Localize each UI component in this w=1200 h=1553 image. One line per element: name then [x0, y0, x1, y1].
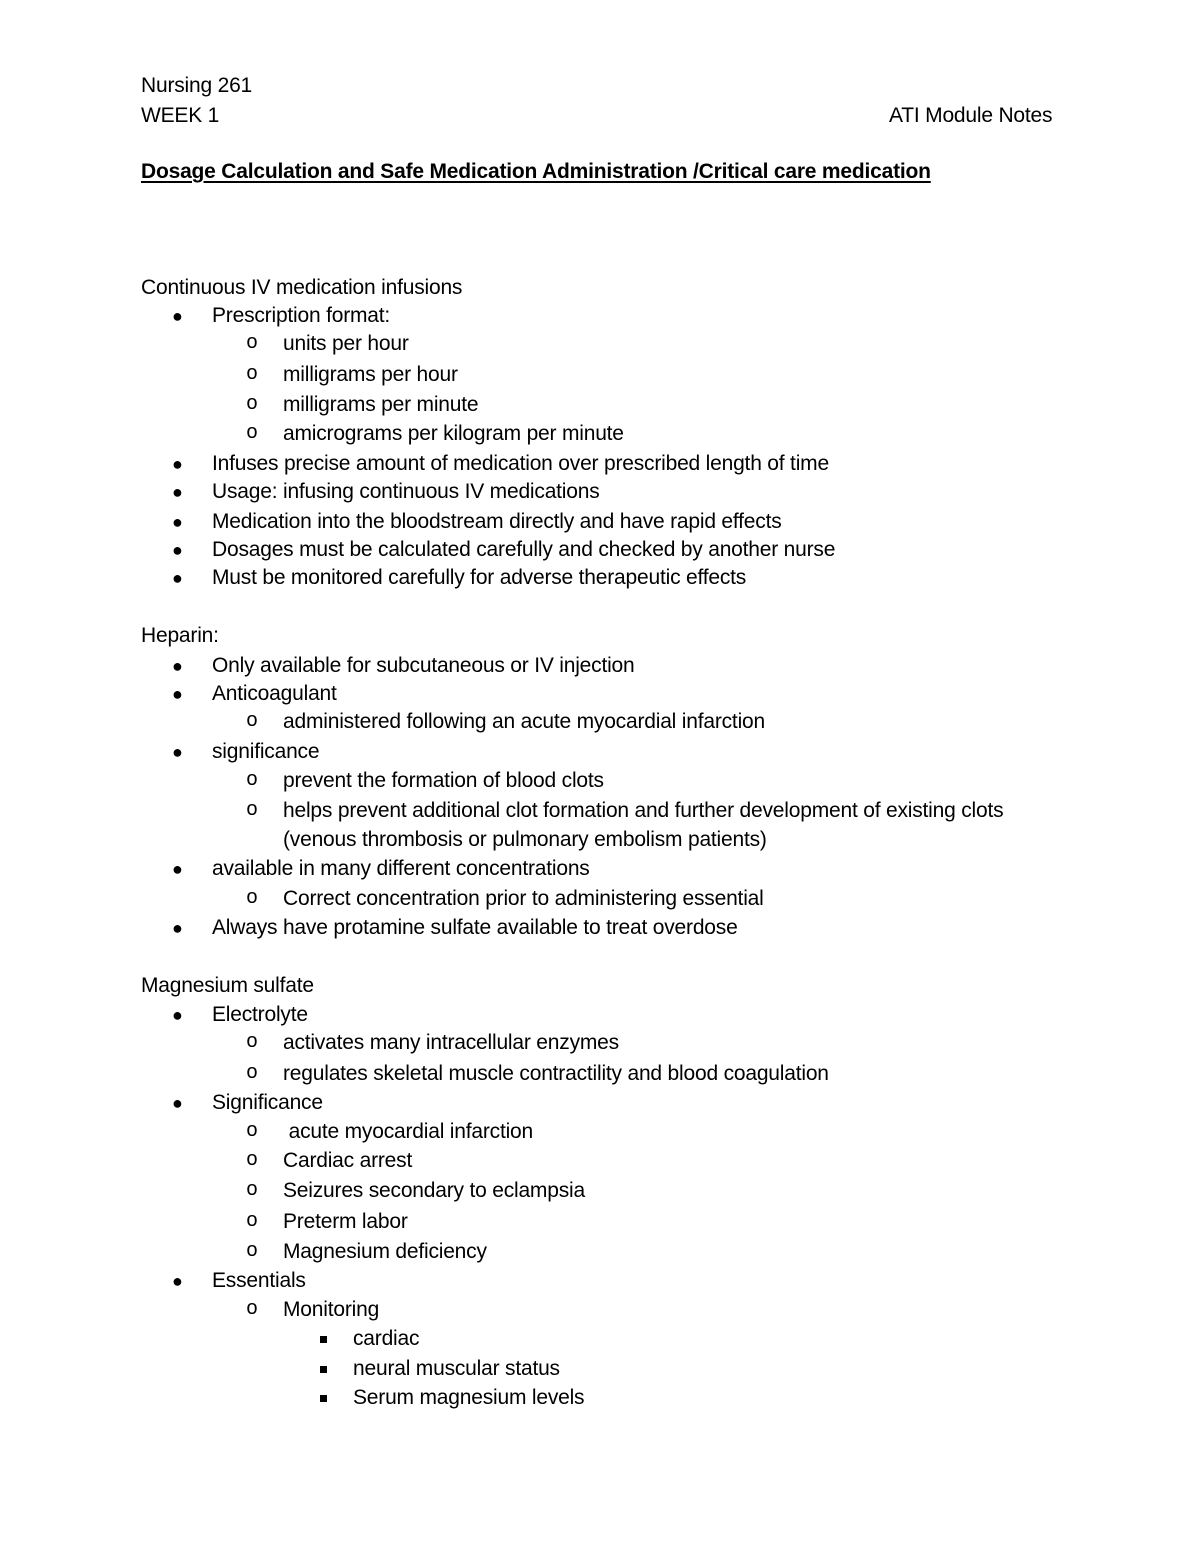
list-item-continuation: (venous thrombosis or pulmonary embolism patients) [283, 828, 767, 851]
list-item: ● Usage: infusing continuous IV medications [172, 480, 600, 503]
list-item: ● Infuses precise amount of medication over prescribed length of time [172, 452, 829, 475]
circle-bullet-icon: o [246, 1062, 258, 1085]
circle-bullet-icon: o [246, 710, 258, 733]
list-item: o Preterm labor [246, 1210, 408, 1233]
list-item: ● Always have protamine sulfate available to treat overdose [172, 916, 738, 939]
list-item: o helps prevent additional clot formation and further development of existing clots [246, 799, 1004, 822]
circle-bullet-icon: o [246, 393, 258, 416]
circle-bullet-icon: o [246, 769, 258, 792]
list-item: o units per hour [246, 332, 409, 355]
bullet-icon: ● [172, 918, 183, 938]
list-item: ● Must be monitored carefully for adverse therapeutic effects [172, 566, 747, 589]
list-item: ● Significance [172, 1091, 323, 1114]
list-item: o milligrams per minute [246, 393, 479, 416]
bullet-icon: ● [172, 656, 183, 676]
list-item: o activates many intracellular enzymes [246, 1031, 619, 1054]
circle-bullet-icon: o [246, 422, 258, 445]
list-item: o Magnesium deficiency [246, 1240, 487, 1263]
week-label: WEEK 1 [141, 104, 220, 127]
list-item: ● Essentials [172, 1269, 306, 1292]
section-heading-heparin: Heparin: [141, 624, 219, 647]
circle-bullet-icon: o [246, 799, 258, 822]
bullet-icon: ● [172, 512, 183, 532]
circle-bullet-icon: o [246, 363, 258, 386]
circle-bullet-icon: o [246, 1210, 258, 1233]
list-item: ● Electrolyte [172, 1003, 308, 1026]
bullet-icon: ● [172, 568, 183, 588]
list-item: neural muscular status [353, 1356, 560, 1382]
bullet-icon: ● [172, 1271, 183, 1291]
list-item: o Seizures secondary to eclampsia [246, 1179, 585, 1202]
circle-bullet-icon: o [246, 1298, 258, 1321]
list-item: cardiac [353, 1326, 419, 1352]
circle-bullet-icon: o [246, 1031, 258, 1054]
list-item: ● Only available for subcutaneous or IV injection [172, 654, 635, 677]
list-item: ● Prescription format: [172, 304, 391, 327]
list-item: ● Medication into the bloodstream directly and have rapid effects [172, 510, 782, 533]
page-title: Dosage Calculation and Safe Medication Administration /Critical care medication [141, 160, 931, 183]
course-label: Nursing 261 [141, 74, 253, 97]
circle-bullet-icon: o [246, 1120, 258, 1143]
bullet-icon: ● [172, 684, 183, 704]
bullet-icon: ● [172, 306, 183, 326]
list-item: ● available in many different concentrations [172, 857, 590, 880]
square-bullet-icon [320, 1336, 327, 1343]
list-item: ● Dosages must be calculated carefully and checked by another nurse [172, 538, 836, 561]
circle-bullet-icon: o [246, 1240, 258, 1263]
list-item: o milligrams per hour [246, 363, 458, 386]
circle-bullet-icon: o [246, 332, 258, 355]
bullet-icon: ● [172, 742, 183, 762]
circle-bullet-icon: o [246, 1149, 258, 1172]
list-item: o Monitoring [246, 1298, 380, 1321]
bullet-icon: ● [172, 859, 183, 879]
list-item: o amicrograms per kilogram per minute [246, 422, 624, 445]
list-item: o acute myocardial infarction [246, 1120, 534, 1143]
circle-bullet-icon: o [246, 887, 258, 910]
bullet-icon: ● [172, 1005, 183, 1025]
bullet-icon: ● [172, 1093, 183, 1113]
notes-label: ATI Module Notes [889, 104, 1053, 127]
list-item: o Correct concentration prior to administering essential [246, 887, 764, 910]
section-heading-continuous: Continuous IV medication infusions [141, 276, 463, 299]
bullet-icon: ● [172, 454, 183, 474]
list-item: o regulates skeletal muscle contractility and blood coagulation [246, 1062, 829, 1085]
list-item: ● significance [172, 740, 320, 763]
bullet-icon: ● [172, 482, 183, 502]
list-item: Serum magnesium levels [353, 1385, 584, 1411]
section-heading-magnesium: Magnesium sulfate [141, 974, 314, 997]
bullet-icon: ● [172, 540, 183, 560]
list-item: o Cardiac arrest [246, 1149, 413, 1172]
square-bullet-icon [320, 1366, 327, 1373]
list-item: o prevent the formation of blood clots [246, 769, 604, 792]
square-bullet-icon [320, 1395, 327, 1402]
list-item: ● Anticoagulant [172, 682, 337, 705]
circle-bullet-icon: o [246, 1179, 258, 1202]
list-item: o administered following an acute myocardial infarction [246, 710, 765, 733]
